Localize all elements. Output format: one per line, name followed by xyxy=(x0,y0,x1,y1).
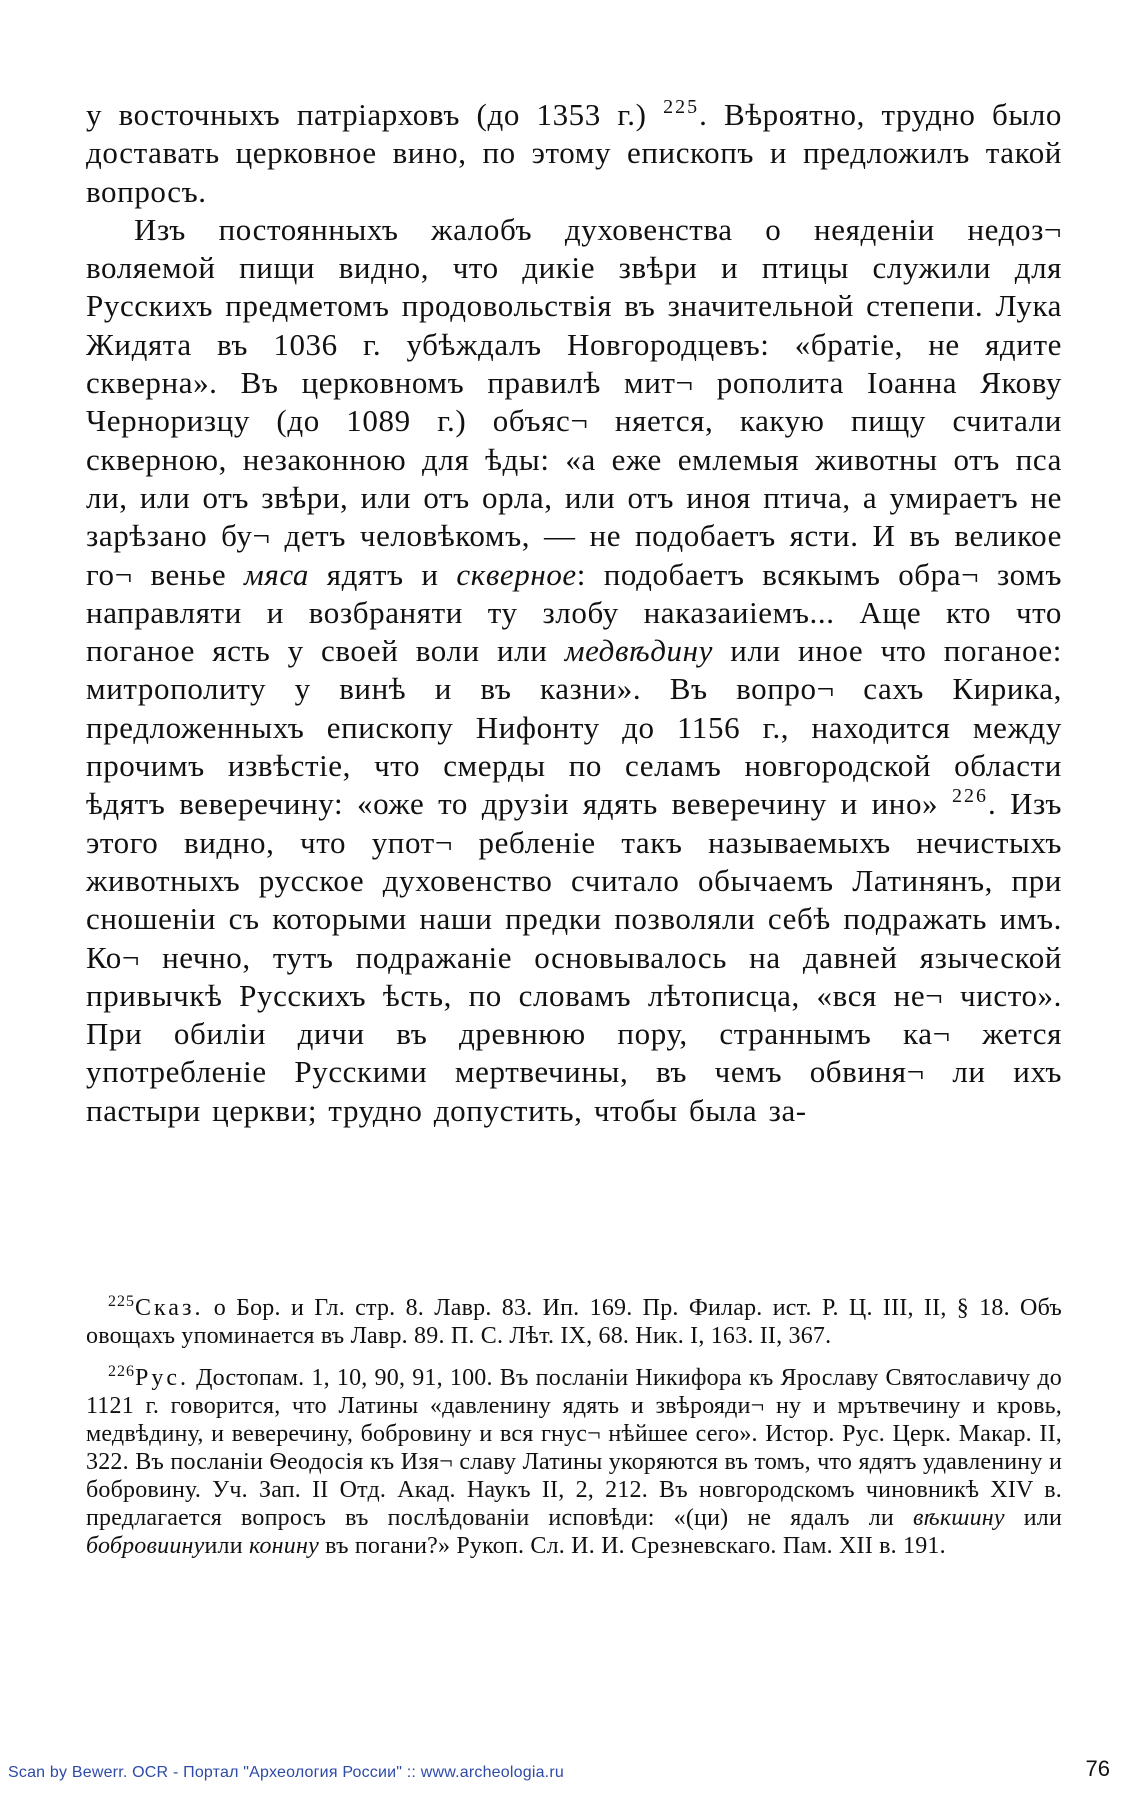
footnote-ref-226[interactable]: 226 xyxy=(951,785,988,808)
p2-text-4: или иное что поганое: митрополиту у винѣ и въ казни». Въ вопро¬ сахъ Кирика, предложенныхъ епископу Нифонту до 1156 г., находится между прочимъ извѣстіе, что смерды по селамъ новгородской области ѣдятъ веверечину: «оже то друзіи ядять веверечину и ино» xyxy=(86,633,1062,822)
footnote-number: 225 xyxy=(108,1293,135,1310)
footnote-ref-225[interactable]: 225 xyxy=(663,96,700,118)
page-number: 76 xyxy=(1085,1756,1110,1781)
p2-text-2: ядятъ и xyxy=(326,556,439,592)
footnote-italic-1: вѣкшину xyxy=(913,1505,1005,1531)
footnote-225 xyxy=(86,1294,1062,1350)
p2-italic-2: скверное xyxy=(456,556,577,592)
p2-text-3: : подобаетъ всякымъ обра¬ зомъ направляти и возбраняти ту злобу наказаиіемъ... Аще кто что поганое ясть у своей воли или xyxy=(86,556,1062,669)
footnote-italic-2: бобровиину xyxy=(86,1533,205,1559)
footnotes xyxy=(86,1294,1062,1574)
footnote-text: о Бор. и Гл. стр. 8. Лавр. 83. Ип. 169. Пр. Филар. ист. Р. Ц. III, II, § 18. Объ овощахъ упоминается въ Лавр. 89. П. С. Лѣт. IX, 68. Ник. I, 163. II, 367. xyxy=(86,1295,1063,1349)
footnote-text-3: или xyxy=(204,1533,243,1559)
paragraph-2 xyxy=(86,211,1062,1130)
footnote-italic-3: конину xyxy=(248,1533,319,1559)
footnote-text: Достопам. 1, 10, 90, 91, 100. Въ посланіи Никифора къ Ярославу Святославичу до 1121 г. говорится, что Латины «давленину ядять и звѣрояди¬ ну и мрътвечину и кровь, медвѣдину, и веверечину, бобровину и вся гнус¬ нѣйшее сего». Истор. Рус. Церк. Макар. II, 322. Въ посланіи Ѳеодосія къ Изя¬ славу Латины укоряются въ томъ, что ядятъ удавленину и бобровину. Уч. Зап. II Отд. Акад. Наукъ II, 2, 212. Въ новгородскомъ чиновникѣ XIV в. предлагается вопросъ въ послѣдованіи исповѣди: «(ци) не ядалъ ли xyxy=(86,1365,1063,1531)
main-text xyxy=(86,96,1062,1130)
footnote-lead: Рус. xyxy=(135,1365,189,1391)
paragraph-1 xyxy=(86,96,1062,211)
p2-italic-1: мяса xyxy=(243,556,310,592)
footnote-text-4: въ погани?» Рукоп. Сл. И. И. Срезневскаго. Пам. XII в. 191. xyxy=(325,1533,946,1559)
p2-italic-3: медвѣдину xyxy=(564,633,713,669)
footnote-number: 226 xyxy=(108,1363,135,1380)
p2-text-1: Изъ постоянныхъ жалобъ духовенства о неяденіи недоз¬ воляемой пищи видно, что дикіе звѣри и птицы служили для Русскихъ предметомъ продовольствія въ значительной степепи. Лука Жидята въ 1036 г. убѣждалъ Новгородцевъ: «братіе, не ядите скверна». Въ церковномъ правилѣ мит¬ рополита Іоанна Якову Черноризцу (до 1089 г.) объяс¬ няется, какую пищу считали скверною, незаконною для ѣды: «а еже емлемыя животны отъ пса ли, или отъ звѣри, или отъ орла, или отъ иноя птича, а умираетъ не зарѣзано бу¬ детъ человѣкомъ, — не подобаетъ ясти. И въ великое го¬ венье xyxy=(86,211,1062,592)
footnote-text-2: или xyxy=(1023,1505,1063,1531)
p2-text-5: . Изъ этого видно, что упот¬ ребленіе такъ называемыхъ нечистыхъ животныхъ русское духовенство считало обычаемъ Латинянъ, при сношеніи съ которыми наши предки позволяли себѣ подражать имъ. Ко¬ нечно, тутъ подражаніе основывалось на давней языческой привычкѣ Русскихъ ѣсть, по словамъ лѣтописца, «вся не¬ чисто». При обиліи дичи въ древнюю пору, страннымъ ка¬ жется употребленіе Русскими мертвечины, въ чемъ обвиня¬ ли ихъ пастыри церкви; трудно допустить, чтобы была за- xyxy=(86,786,1063,1128)
p1-text-1: у восточныхъ патріарховъ (до 1353 г.) xyxy=(86,97,647,132)
footnote-lead: Сказ. xyxy=(135,1295,204,1321)
scan-credit-link[interactable]: Scan by Bewerr. OCR - Портал "Археология России" :: www.archeologia.ru xyxy=(8,1764,564,1781)
footnote-226 xyxy=(86,1364,1062,1560)
p1-text-2: . Вѣроятно, трудно было доставать церковное вино, по этому епископъ и предложилъ такой вопросъ. xyxy=(86,97,1062,209)
